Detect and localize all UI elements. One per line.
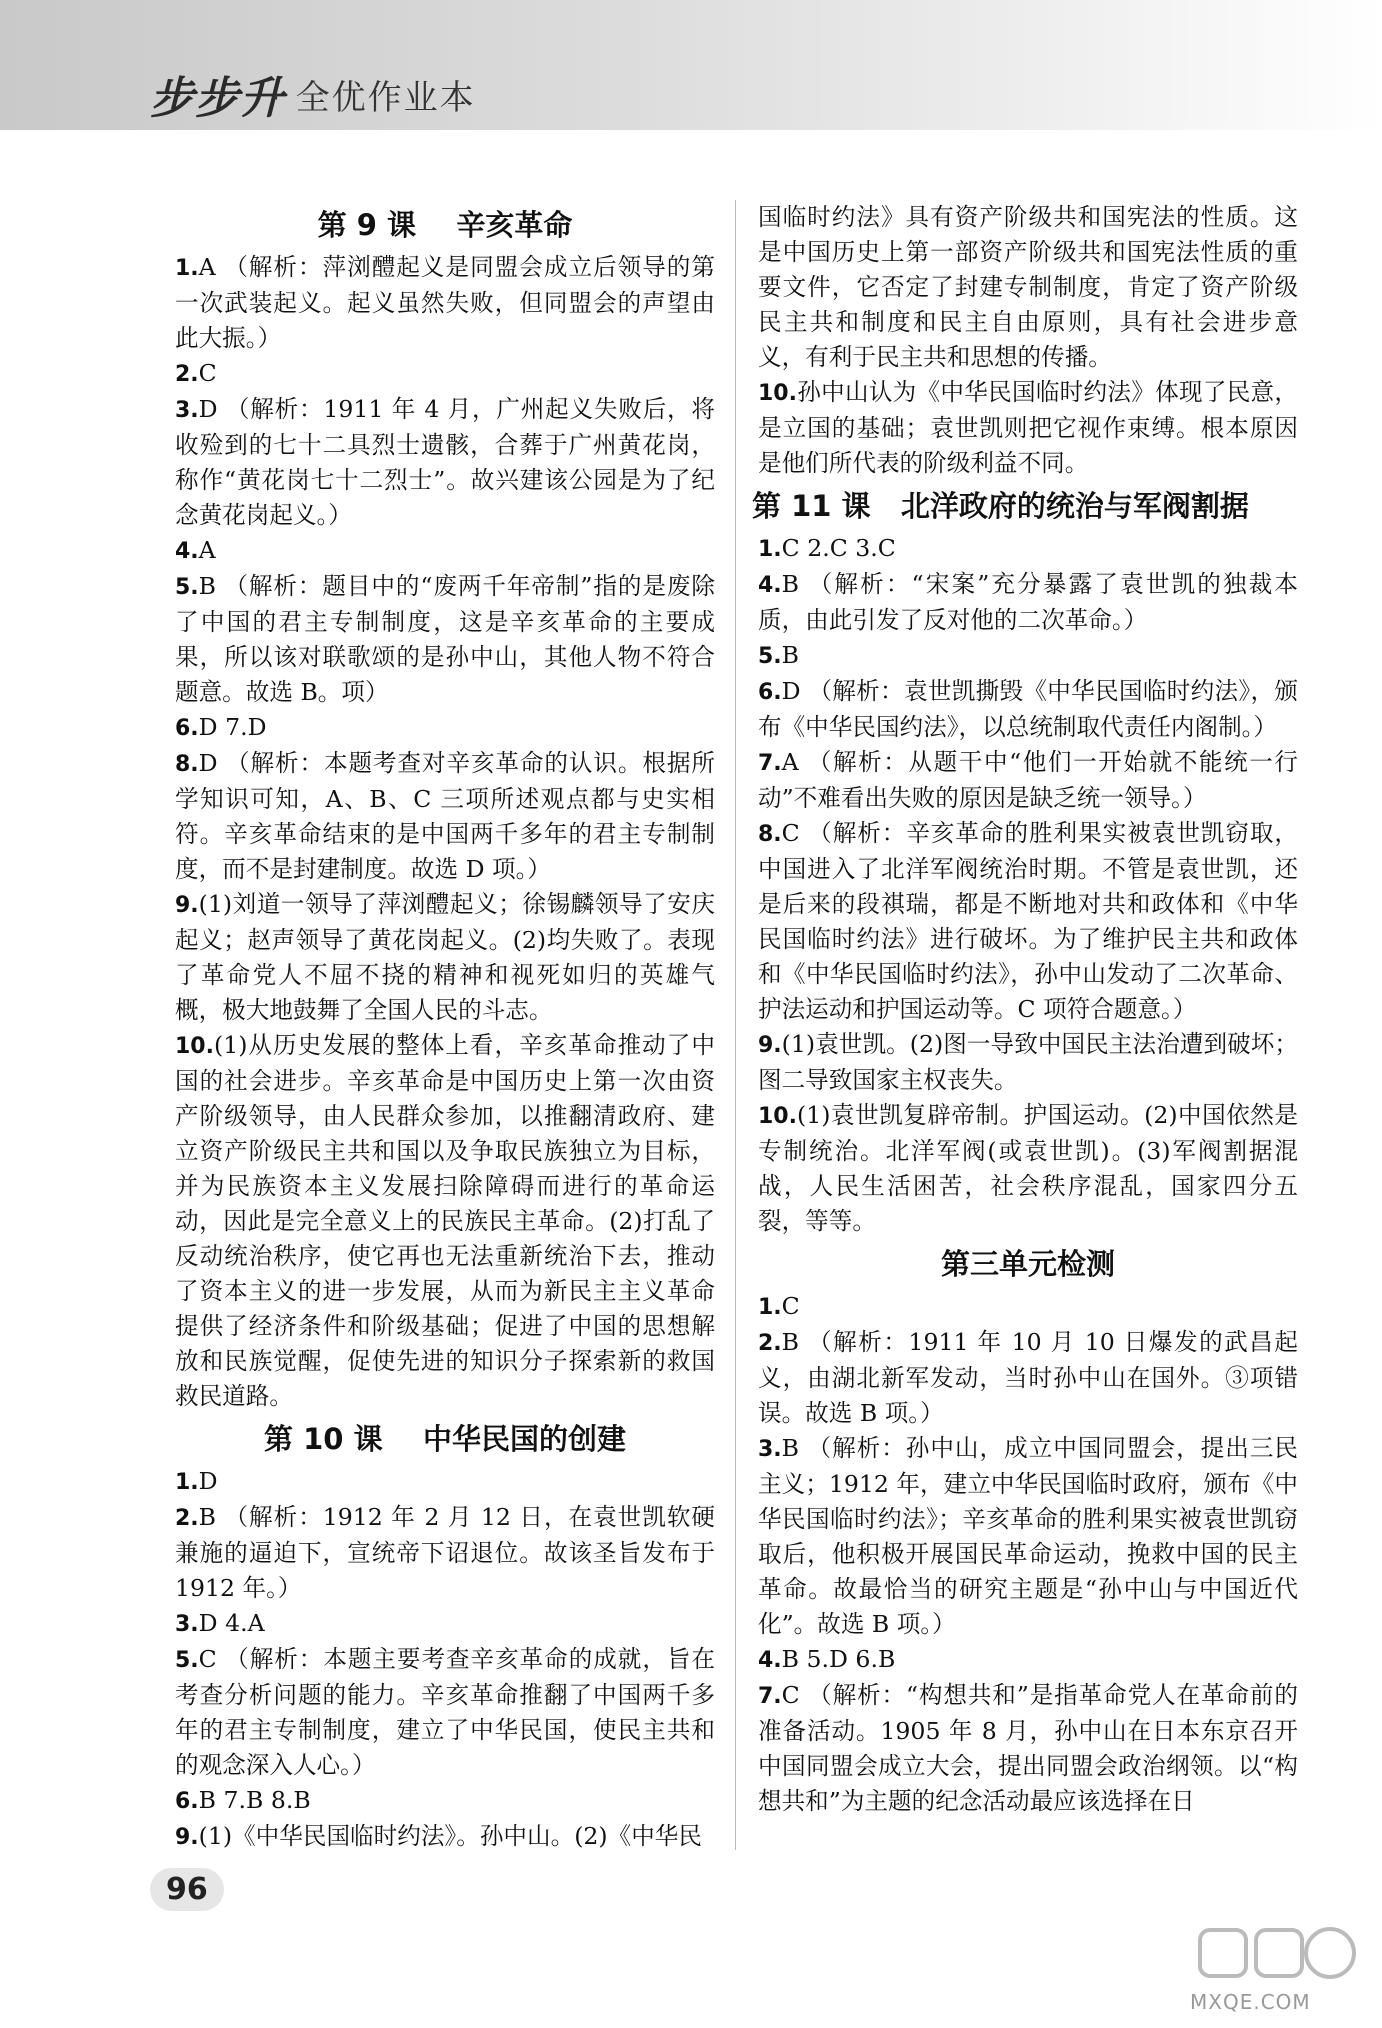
right-column <box>752 200 1298 1819</box>
answer-number: 6. <box>175 716 199 741</box>
answer-text: D （解析：本题考查对辛亥革命的认识。根据所学知识可知，A、B、C 三项所述观点都与史实相符。辛亥革命结束的是中国两千多年的君主专制制度，而不是封建制度。故选 D 项。） <box>175 749 715 883</box>
answer-text: (1)袁世凯复辟帝制。护国运动。(2)中国依然是专制统治。北洋军阀(或袁世凯)。(3)军阀割据混战，人民生活困苦，社会秩序混乱，国家四分五裂，等等。 <box>758 1101 1298 1235</box>
answer-item <box>758 816 1298 1027</box>
section-title: 第 9 课 辛亥革命 <box>317 208 573 242</box>
answer-text: (1)袁世凯。(2)图一导致中国民主法治遭到破坏；图二导致国家主权丧失。 <box>758 1030 1298 1094</box>
answer-text: D 7.D <box>198 713 267 741</box>
answer-item <box>175 569 715 710</box>
answer-item <box>758 1431 1298 1642</box>
answer-item <box>758 1289 1298 1325</box>
answer-item <box>175 1783 715 1819</box>
brand-logo: 步步升 <box>150 73 285 124</box>
answer-number: 1. <box>175 1470 199 1495</box>
answer-number: 5. <box>758 644 782 669</box>
answer-item <box>758 1325 1298 1431</box>
answer-text: C <box>781 1292 800 1320</box>
answer-text: C （解析：“构想共和”是指革命党人在革命前的准备活动。1905 年 8 月，孙中山在日本东京召开中国同盟会成立大会，提出同盟会政治纲领。以“构想共和”为主题的纪念活动最应该选择在日 <box>758 1681 1298 1815</box>
answer-text: D （解析：袁世凯撕毁《中华民国临时约法》，颁布《中华民国约法》，以总统制取代责任内阁制。） <box>758 677 1298 741</box>
answer-item <box>175 746 715 887</box>
column-divider <box>735 200 736 1850</box>
answer-number: 9. <box>758 1033 782 1058</box>
answer-item <box>175 356 715 392</box>
answer-text: B （解析：1912 年 2 月 12 日，在袁世凯软硬兼施的逼迫下，宣统帝下诏退位。故该圣旨发布于 1912 年。） <box>175 1503 715 1602</box>
answer-number: 2. <box>175 1506 199 1531</box>
answer-text: C （解析：辛亥革命的胜利果实被袁世凯窃取，中国进入了北洋军阀统治时期。不管是袁世凯，还是后来的段祺瑞，都是不断地对共和政体和《中华民国临时约法》进行破坏。为了维护民主共和政体和《中华民国临时约法》，孙中山发动了二次革命、护法运动和护国运动等。C 项符合题意。） <box>758 819 1298 1023</box>
answer-number: 9. <box>175 893 199 918</box>
answer-item <box>175 533 715 569</box>
answer-number: 8. <box>175 752 199 777</box>
answer-number: 2. <box>175 362 199 387</box>
answer-item <box>175 250 715 356</box>
answer-number: 5. <box>175 1648 199 1673</box>
answer-item <box>175 392 715 533</box>
answer-item <box>175 1642 715 1783</box>
answer-number: 8. <box>758 822 782 847</box>
answer-text: C <box>198 359 217 387</box>
answer-number: 4. <box>758 573 782 598</box>
answer-item <box>758 1678 1298 1819</box>
answer-text: B （解析：1911 年 10 月 10 日爆发的武昌起义，由湖北新军发动，当时孙中山在国外。③项错误。故选 B 项。） <box>758 1328 1298 1427</box>
answer-item <box>175 887 715 1028</box>
answer-number: 5. <box>175 575 199 600</box>
answer-number: 7. <box>758 1684 782 1709</box>
answer-item <box>758 375 1298 481</box>
answer-text: B 7.B 8.B <box>198 1786 311 1814</box>
watermark-text: MXQE.COM <box>1190 1990 1311 2014</box>
answer-text: B <box>781 641 800 669</box>
answer-number: 9. <box>175 1825 199 1850</box>
answer-number: 6. <box>758 680 782 705</box>
answer-item <box>758 638 1298 674</box>
answer-text: B （解析：“宋案”充分暴露了袁世凯的独裁本质，由此引发了反对他的二次革命。） <box>758 570 1298 634</box>
answer-text: D 4.A <box>198 1609 265 1637</box>
section-title: 第 11 课 北洋政府的统治与军阀割据 <box>752 489 1249 523</box>
section-title: 第三单元检测 <box>940 1247 1115 1281</box>
answer-item <box>758 567 1298 638</box>
answer-text: (1)从历史发展的整体上看，辛亥革命推动了中国的社会进步。辛亥革命是中国历史上第一次由资产阶级领导，由人民群众参加，以推翻清政府、建立资产阶级民主共和国以及争取民族独立为目标，并为民族资本主义发展扫除障碍而进行的革命运动，因此是完全意义上的民族民主革命。(2)打乱了反动统治秩序，使它再也无法重新统治下去，推动了资本主义的进一步发展，从而为新民主主义革命提供了经济条件和阶级基础；促进了中国的思想解放和民族觉醒，促使先进的知识分子探索新的救国救民道路。 <box>175 1031 715 1410</box>
answer-text: 孙中山认为《中华民国临时约法》体现了民意，是立国的基础；袁世凯则把它视作束缚。根本原因是他们所代表的阶级利益不同。 <box>758 378 1298 477</box>
answer-text: D <box>198 1467 218 1495</box>
answer-item <box>175 710 715 746</box>
left-column <box>175 200 715 1855</box>
answer-item <box>758 531 1298 567</box>
answer-text: (1)刘道一领导了萍浏醴起义；徐锡麟领导了安庆起义；赵声领导了黄花岗起义。(2)均失败了。表现了革命党人不屈不挠的精神和视死如归的英雄气概，极大地鼓舞了全国人民的斗志。 <box>175 890 715 1024</box>
answer-continuation: 国临时约法》具有资产阶级共和国宪法的性质。这是中国历史上第一部资产阶级共和国宪法性质的重要文件，它否定了封建专制制度，肯定了资产阶级民主共和制度和民主自由原则，具有社会进步意义，有利于民主共和思想的传播。 <box>758 203 1298 371</box>
answer-text: C （解析：本题主要考查辛亥革命的成就，旨在考查分析问题的能力。辛亥革命推翻了中国两千多年的君主专制制度，建立了中华民国，使民主共和的观念深入人心。） <box>175 1645 715 1779</box>
answer-item <box>175 1500 715 1606</box>
answer-text: A （解析：从题干中“他们一开始就不能统一行动”不难看出失败的原因是缺乏统一领导。） <box>758 748 1298 812</box>
answer-item <box>758 1642 1298 1678</box>
answer-item <box>175 1028 715 1414</box>
answer-number: 6. <box>175 1789 199 1814</box>
answer-number: 3. <box>758 1437 782 1462</box>
brand-subtitle: · 全优作业本 <box>270 78 476 118</box>
answer-text: B （解析：题目中的“废两千年帝制”指的是废除了中国的君主专制制度，这是辛亥革命的主要成果，所以该对联歌颂的是孙中山，其他人物不符合题意。故选 B。项） <box>175 572 715 706</box>
answer-number: 3. <box>175 398 199 423</box>
answer-text: A <box>198 536 216 564</box>
answer-item <box>758 674 1298 745</box>
answer-number: 1. <box>758 1295 782 1320</box>
answer-text: B 5.D 6.B <box>781 1645 896 1673</box>
answer-text: D （解析：1911 年 4 月，广州起义失败后，将收殓到的七十二具烈士遗骸，合葬于广州黄花岗，称作“黄花岗七十二烈士”。故兴建该公园是为了纪念黄花岗起义。） <box>175 395 715 529</box>
answer-number: 2. <box>758 1331 782 1356</box>
answer-item <box>758 1098 1298 1239</box>
answer-text: B （解析：孙中山，成立中国同盟会，提出三民主义；1912 年，建立中华民国临时政府，颁布《中华民国临时约法》；辛亥革命的胜利果实被袁世凯窃取后，他积极开展国民革命运动，挽救中国的民主革命。故最恰当的研究主题是“孙中山与中国近代化”。故选 B 项。） <box>758 1434 1298 1638</box>
answer-text: A （解析：萍浏醴起义是同盟会成立后领导的第一次武装起义。起义虽然失败，但同盟会的声望由此大振。） <box>175 253 715 352</box>
answer-number: 10. <box>175 1034 214 1059</box>
answer-number: 7. <box>758 751 782 776</box>
answer-text: (1)《中华民国临时约法》。孙中山。(2)《中华民 <box>198 1822 702 1850</box>
page-number: 96 <box>150 1868 224 1911</box>
answer-item <box>175 1464 715 1500</box>
answer-text: C 2.C 3.C <box>781 534 896 562</box>
answer-number: 4. <box>758 1648 782 1673</box>
answer-item <box>175 1819 715 1855</box>
answer-number: 10. <box>758 381 797 406</box>
answer-number: 3. <box>175 1612 199 1637</box>
answer-number: 4. <box>175 539 199 564</box>
section-title: 第 10 课 中华民国的创建 <box>264 1422 626 1456</box>
answer-number: 1. <box>175 256 199 281</box>
answer-item <box>758 1027 1298 1098</box>
answer-item <box>758 745 1298 816</box>
answer-item <box>175 1606 715 1642</box>
answer-number: 1. <box>758 537 782 562</box>
answer-number: 10. <box>758 1104 797 1129</box>
